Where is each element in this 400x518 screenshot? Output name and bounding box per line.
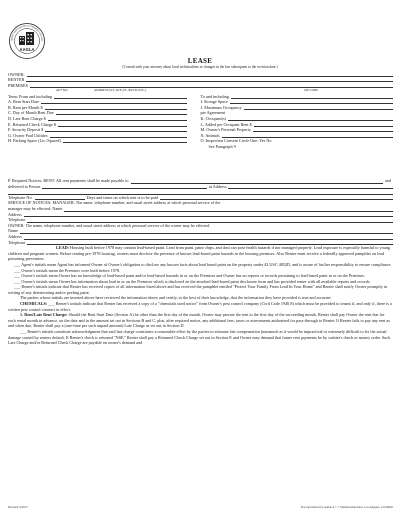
rent-start-field[interactable] xyxy=(41,99,187,104)
lease-body xyxy=(8,178,393,346)
delivered-person-field[interactable] xyxy=(42,184,207,189)
rent-per-month-label: B. Rent per Month $ xyxy=(8,104,43,110)
apt-no-sublabel: APT NO. xyxy=(56,87,69,92)
rent-days-label: Days and times on which rent is to be paid xyxy=(86,194,158,200)
term-from-field[interactable] xyxy=(54,94,186,99)
aagla-logo xyxy=(8,22,46,60)
renter-label: RENTER xyxy=(8,77,25,83)
blank-line-field[interactable] xyxy=(8,190,393,195)
manager-address-label: Address xyxy=(8,211,22,217)
zip-sublabel: ZIP CODE xyxy=(304,87,319,92)
animals-label: N. Animals xyxy=(200,132,220,138)
agent-initials-paragraph: ___ Agent's initials mean Agent has informed Owner of Owner's obligation to disclose any known facts about lead based paint on the property under 42 USC 4852D, and is aware of his/her responsibility to ensure compliance. xyxy=(14,261,392,267)
parking-space-field[interactable] xyxy=(63,138,187,143)
parking-space-label: H. Parking Space (Lic./Space#) xyxy=(8,138,61,144)
added-occupant-rent-label: L. Added per Occupant Rent $ xyxy=(200,121,252,127)
storage-space-field[interactable] xyxy=(230,99,393,104)
owner-initials-1978-paragraph: ___ Owner's initials mean the Premises were built before 1978. xyxy=(14,267,121,273)
max-occupancy-field[interactable] xyxy=(244,105,393,110)
rent-due-day-label: C. Day of Month Rent Due xyxy=(8,110,54,116)
storage-space-label: I. Storage Space xyxy=(200,99,228,105)
animals-field[interactable] xyxy=(222,133,393,138)
revision-date: Revised: 4/2017 xyxy=(8,505,28,509)
manager-notice-text: SERVICE OF NOTICES: MANAGER: The name, telephone number, and usual street address at which personal service of the xyxy=(8,200,221,206)
see-paragraph-label: See Paragraph 9 xyxy=(208,143,236,149)
page-footer xyxy=(8,505,393,509)
returned-check-field[interactable] xyxy=(58,122,187,127)
premises-label: PREMISES xyxy=(8,82,29,88)
copyright-notice: Not reproduced by AAGLA © 1 Westmoreland Ave. Los Angeles, CA 90020 xyxy=(300,505,393,509)
term-from-row xyxy=(8,93,201,99)
delivered-address-field[interactable] xyxy=(228,184,393,189)
notice-and-label: and xyxy=(384,178,391,183)
rent-payee-field[interactable] xyxy=(131,179,383,184)
manager-name-field[interactable] xyxy=(64,207,393,212)
occupants-label: K. Occupant(s) xyxy=(200,115,227,121)
svg-text:AAGLA: AAGLA xyxy=(19,47,35,52)
owner-property-label: M. Owner's Personal Property xyxy=(200,127,252,133)
owner-utilities-field[interactable] xyxy=(50,133,187,138)
late-charge-field[interactable] xyxy=(48,116,187,121)
chemicals-text: ___ Renter's initials indicate that Renter has received a copy of a "chemicals used notice" from Owner's pest control company (Civil Code 1940.8) which must be provided to tenant if, and only if, there is a written pest control contract in effect. xyxy=(8,301,392,312)
blank-row xyxy=(8,189,393,195)
chemicals-heading: CHEMICALS: xyxy=(20,301,48,307)
late-charge-ack-paragraph: ___ Renter's initials constitute acknowledgment that said late charge constitutes a reasonable effort by the parties to estimate fair compensation (inasmuch as it would be impractical or extremely difficult to fix the actual damage caused by renters default. If Renter's check is returned "NSF," Renter shall pay a Returned Check Charge set out in Section E and Owner may demand that future rent payments be by cashier's check or money order. Such Late Charge and/or Returned Check Charge are payable on owner's demand and xyxy=(8,329,391,346)
rent-late-text: Should the Rent Start Date (Section A) be other than the first day of the month, Owner may prorate the rent to the first day of the succeeding month. Renter shall pay Owner the rent due for each rental month in advance, on the date and in the amount set out in Sections B and C, plus, after required notice, any additional fees, taxes or assessments authorized for pass-through to Renter. If Renter fails to pay any rent as and when due, Renter shall pay a (one-time per such unpaid amount) Late Charge as set out in Section D. xyxy=(8,312,390,329)
owner-property-field[interactable] xyxy=(253,127,393,132)
renter-initials-lead-paragraph: ___ Renter's initials indicate that Renter has received copies of all information listed above and has received the pamphlet entitled "Protect Your Family From Lead In Your Home" and Renter shall notify Owner promptly in writing of any deteriorating and/or peeling paint. xyxy=(8,284,388,295)
occupants-field[interactable] xyxy=(228,116,393,121)
added-occupant-rent-field[interactable] xyxy=(254,122,393,127)
at-address-label: at Address xyxy=(208,183,227,189)
rent-start-label: A. Rent Start Date xyxy=(8,99,39,105)
notice-rent-label: P. Required Notices: RENT: All rent payments shall be made payable to xyxy=(8,178,129,183)
rent-late-heading: 1. Rent/Late Rent Charge: xyxy=(20,312,68,318)
manager-address-field[interactable] xyxy=(24,212,393,217)
owner-initials-no-knowledge-paragraph: ___ Owner's initials mean Owner has no knowledge of lead-based paint and/or lead-based hazards in or on the Premises and Owner has no reports or records pertaining to lead based paint in or on the Premises. xyxy=(14,273,366,279)
manager-telephone-label: Telephone xyxy=(8,217,26,223)
owner-address-field[interactable] xyxy=(24,235,393,240)
security-deposit-label: F. Security Deposit $ xyxy=(8,127,44,133)
document-title: LEASE xyxy=(187,57,213,65)
certification-paragraph: The parties whose initials are inserted above have reviewed the information above and certify, to the best of their knowledge, that the information they have provided is true and accurate. xyxy=(20,295,332,301)
owner-utilities-label: G. Owner Paid Utilities xyxy=(8,132,48,138)
per-agreement-label: per Agreement xyxy=(200,110,226,116)
returned-check-label: E. Returned Check Charge $ xyxy=(8,121,56,127)
rent-per-month-field[interactable] xyxy=(45,105,187,110)
lead-heading: LEAD: xyxy=(56,245,70,251)
delivered-to-label: delivered to Person xyxy=(8,183,41,189)
lead-paragraph xyxy=(8,245,393,262)
lease-terms xyxy=(8,93,393,149)
terms-right-column xyxy=(201,93,394,149)
owner-initials-info-paragraph: ___ Owner's initials mean Owner has information about lead in or on the Premises which is disclosed on the attached lead-based paint disclosure form and has provided renter with all available reports and records. xyxy=(14,278,371,284)
inspection-consent-label[interactable]: O. Inspection Consent Circle One: Yes No xyxy=(200,138,272,144)
party-fields xyxy=(8,72,393,92)
rent-telephone-label: Telephone No. xyxy=(8,194,33,200)
term-to-label: To and including xyxy=(200,93,229,99)
address-sublabel: ADDRESS (ST.,AVE.,PL.,BLVD.,ETC.) xyxy=(94,87,147,92)
chemicals-paragraph xyxy=(8,301,393,312)
owner-label: OWNER: xyxy=(8,72,25,78)
max-occupancy-label: J. Maximum Occupancy xyxy=(200,104,242,110)
svg-text:APARTMENT ASSOCIATION OF GREAT: TMENT ASSOCIATION OF GREATER LOS ANG xyxy=(11,25,43,42)
rent-due-day-field[interactable] xyxy=(56,110,187,115)
aagla-seal-icon xyxy=(8,22,46,60)
premises-sublabels xyxy=(8,88,393,92)
owner-notice-text: OWNER: The name, telephone number, and usual street address at which personal service of the owner may be effected xyxy=(8,222,210,228)
rent-late-paragraph xyxy=(8,312,393,329)
terms-left-column xyxy=(8,93,201,149)
term-from-label: Term: From and including xyxy=(8,93,53,99)
late-charge-label: D. Late Rent Charge $ xyxy=(8,115,46,121)
delivered-row xyxy=(8,184,393,190)
owner-address-label: Address xyxy=(8,233,22,239)
owner-telephone-label: Telephone xyxy=(8,239,26,245)
security-deposit-field[interactable] xyxy=(45,127,186,132)
lead-text: Housing built before 1978 may contain lead-based paint. Lead from paint, paint chips, and dust can pose health hazards if not managed properly. Lead exposure is especially harmful to young children and pregnant women. Before renting pre-1978 housing, owners must disclose the presence of known lead-based paint hazards in the housing premises. Also Renter must receive a federally approved pamphlet on lead poisoning prevention. xyxy=(8,245,390,262)
document-subtitle: (Consult with your attorney about local technicalities or changes in the law subsequent to the revision date.) xyxy=(122,65,278,69)
owner-name-label: Name xyxy=(8,228,18,234)
manager-name-label: manager may be effected: Name xyxy=(8,205,63,211)
owner-name-field[interactable] xyxy=(20,229,393,234)
term-to-row xyxy=(201,93,394,99)
term-to-field[interactable] xyxy=(231,94,393,99)
notice-rent-row xyxy=(8,178,393,184)
